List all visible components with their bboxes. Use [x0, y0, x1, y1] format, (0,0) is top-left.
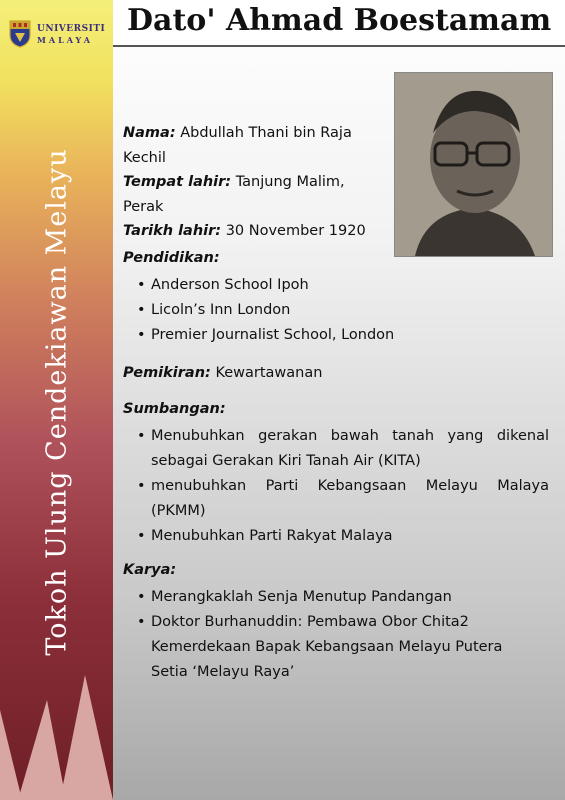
- crest-icon: [9, 20, 31, 48]
- list-item: • Anderson School Ipoh: [123, 273, 423, 298]
- list-item: • Doktor Burhanuddin: Pembawa Obor Chita2 Kemerdekaan Bapak Kebangsaan Melayu Putera Setia ‘Melayu Raya’: [123, 610, 528, 685]
- tarikh-lahir-label: Tarikh lahir:: [123, 223, 222, 239]
- tempat-lahir-row: [123, 170, 383, 219]
- tempat-lahir-value: Tanjung Malim, Perak: [123, 174, 345, 215]
- list-item: • Menubuhkan Parti Rakyat Malaya: [123, 524, 549, 549]
- list-item: • Premier Journalist School, London: [123, 323, 423, 348]
- pemikiran-value: Kewartawanan: [215, 365, 323, 381]
- sumbangan-list: [123, 424, 549, 549]
- sumbangan-heading: Sumbangan:: [123, 401, 226, 417]
- tempat-lahir-label: Tempat lahir:: [123, 174, 232, 190]
- sidebar: [0, 0, 113, 800]
- main-panel: [113, 0, 565, 800]
- logo-line-1: UNIVERSITI: [37, 23, 106, 34]
- portrait-photo: [394, 72, 553, 257]
- list-item: • menubuhkan Parti Kebangsaan Melayu Malaya (PKMM): [123, 474, 549, 524]
- biodata: [123, 121, 383, 244]
- karya-heading: Karya:: [123, 562, 177, 578]
- pendidikan-heading: Pendidikan:: [123, 250, 220, 266]
- karya-list: [123, 585, 528, 685]
- vertical-title: Tokoh Ulung Cendekiawan Melayu: [41, 148, 73, 656]
- nama-label: Nama:: [123, 125, 176, 141]
- list-item: • Licoln’s Inn London: [123, 298, 423, 323]
- decorative-peaks: [0, 670, 113, 800]
- logo-line-2: MALAYA: [37, 34, 93, 45]
- tarikh-lahir-value: 30 November 1920: [225, 223, 366, 239]
- header-bar: [113, 0, 565, 47]
- nama-row: [123, 121, 383, 170]
- page-title: Dato' Ahmad Boestamam: [127, 3, 552, 38]
- nama-value: Abdullah Thani bin Raja Kechil: [123, 125, 352, 166]
- university-logo: [9, 20, 105, 48]
- list-item: • Merangkaklah Senja Menutup Pandangan: [123, 585, 528, 610]
- pemikiran-label: Pemikiran:: [123, 365, 211, 381]
- pendidikan-list: [123, 273, 423, 348]
- pemikiran-row: [123, 365, 322, 381]
- list-item: • Menubuhkan gerakan bawah tanah yang dikenal sebagai Gerakan Kiri Tanah Air (KITA): [123, 424, 549, 474]
- tarikh-lahir-row: [123, 219, 383, 244]
